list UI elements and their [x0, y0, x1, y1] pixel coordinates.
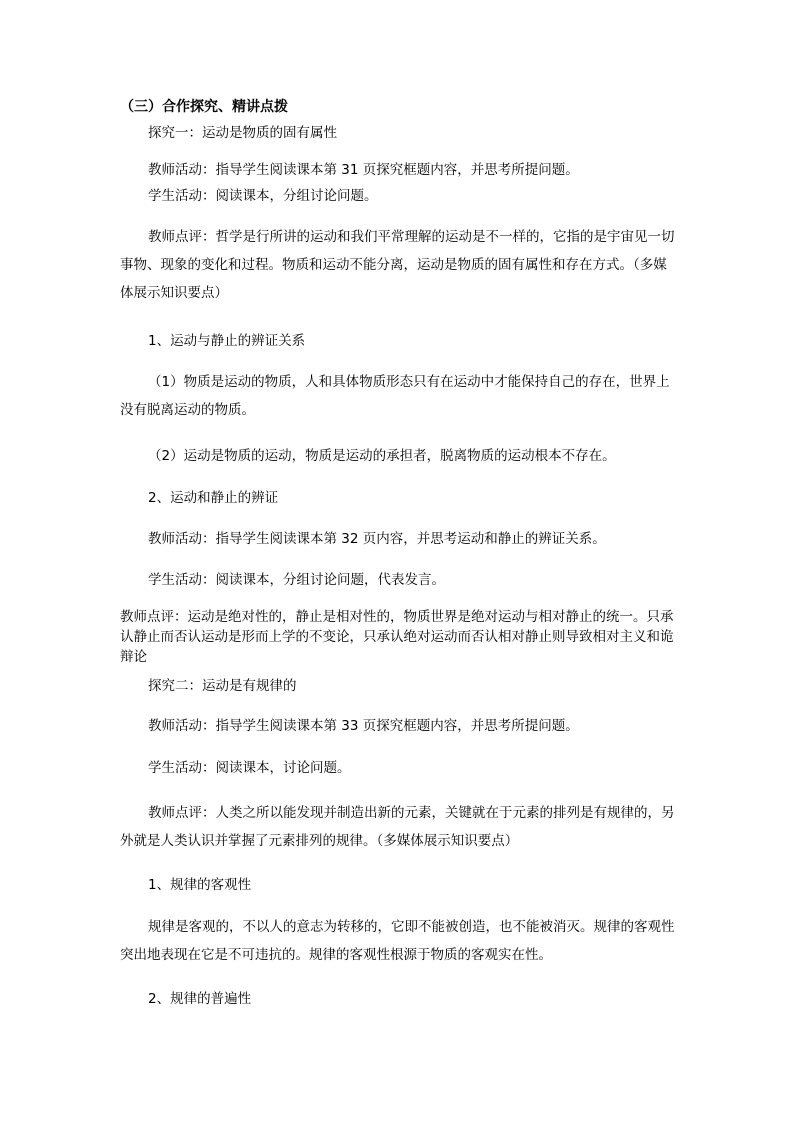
point-1-title: 1、运动与静止的辨证关系	[148, 333, 306, 349]
teacher-comment-3: 教师点评：人类之所以能发现并制造出新的元素，关键就在于元素的排列是有规律的，另外就是人类认识并掌握了元素排列的规律。（多媒体展示知识要点）	[120, 805, 675, 849]
law-point-1-text: 规律是客观的，不以人的意志为转移的，它即不能被创造，也不能被消灭。规律的客观性突出地表现在它是不可违抗的。规律的客观性根源于物质的客观实在性。	[120, 919, 675, 963]
point-1-item-1: （1）物质是运动的物质，人和具体物质形态只有在运动中才能保持自己的存在，世界上没有脱离运动的物质。	[120, 374, 670, 418]
point-1-item-2: （2）运动是物质的运动，物质是运动的承担者，脱离物质的运动根本不存在。	[148, 448, 616, 464]
student-activity-1: 学生活动：阅读课本，分组讨论问题。	[148, 188, 378, 204]
student-activity-2: 学生活动：阅读课本，分组讨论问题，代表发言。	[148, 572, 445, 588]
teacher-comment-1: 教师点评：哲学是行所讲的运动和我们平常理解的运动是不一样的，它指的是宇宙见一切事物、现象的变化和过程。物质和运动不能分离，运动是物质的固有属性和存在方式。（多媒体展示知识要点）	[120, 229, 675, 301]
teacher-activity-1: 教师活动：指导学生阅读课本第 31 页探究框题内容，并思考所提问题。	[148, 162, 579, 178]
section-heading: （三）合作探究、精讲点拨	[120, 99, 288, 115]
inquiry-two-title: 探究二：运动是有规律的	[148, 678, 297, 694]
student-activity-3: 学生活动：阅读课本，讨论问题。	[148, 760, 351, 776]
teacher-activity-3: 教师活动：指导学生阅读课本第 33 页探究框题内容，并思考所提问题。	[148, 718, 579, 734]
inquiry-one-title: 探究一：运动是物质的固有属性	[148, 125, 337, 141]
law-point-1-title: 1、规律的客观性	[148, 877, 252, 893]
teacher-comment-2: 教师点评：运动是绝对性的，静止是相对性的，物质世界是绝对运动与相对静止的统一。只承认静止而否认运动是形而上学的不变论，只承认绝对运动而否认相对静止则导致相对主义和诡辩论	[120, 609, 674, 665]
law-point-2-title: 2、规律的普遍性	[148, 991, 252, 1007]
teacher-activity-2: 教师活动：指导学生阅读课本第 32 页内容，并思考运动和静止的辨证关系。	[148, 531, 606, 547]
point-2-title: 2、运动和静止的辨证	[148, 490, 279, 506]
